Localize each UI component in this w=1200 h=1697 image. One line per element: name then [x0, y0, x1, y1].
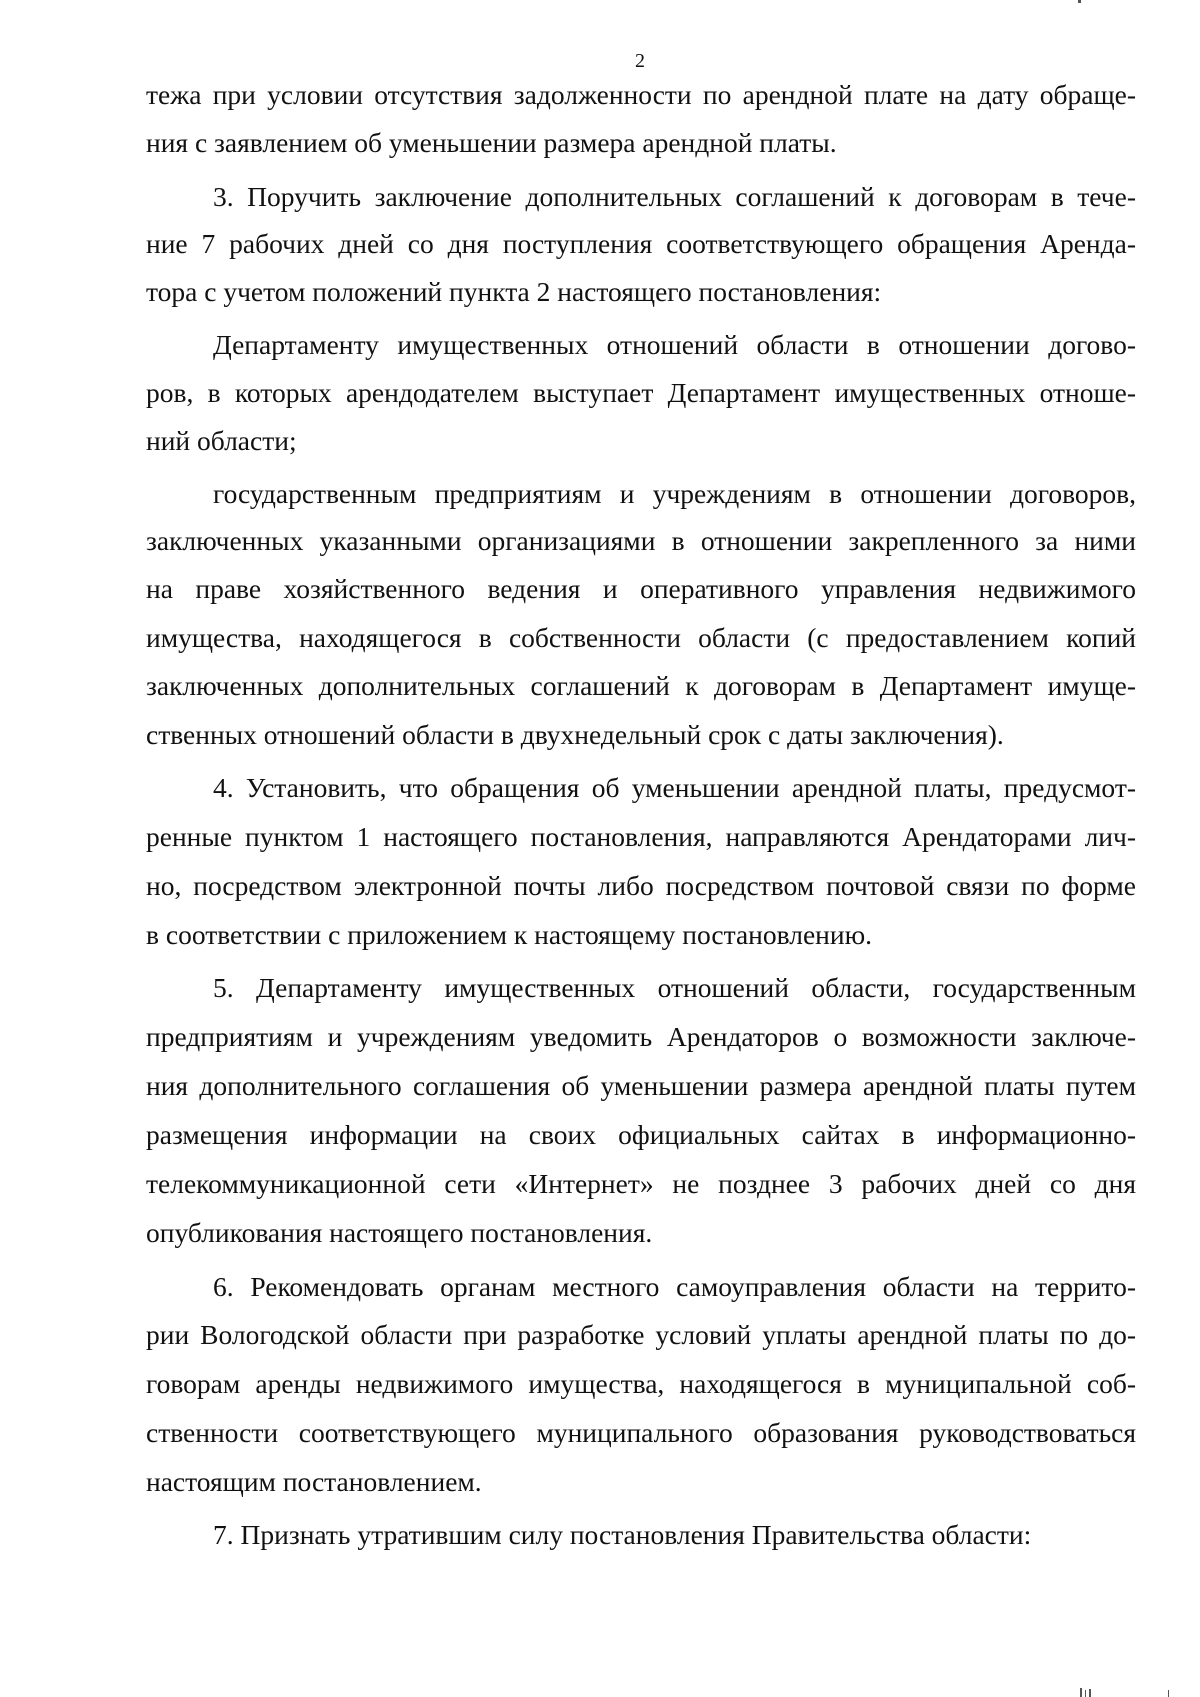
text-line: 7. Признать утратившим силу постановления Правительства области: — [213, 1519, 1032, 1550]
text-line: 5. Департаменту имущественных отношений области, государственным — [213, 972, 1136, 1003]
text-line: ственности соответствующего муниципального образования руководствоваться — [146, 1417, 1136, 1448]
text-line: говорам аренды недвижимого имущества, находящегося в муниципальной соб- — [146, 1368, 1136, 1399]
text-line: тежа при условии отсутствия задолженности по арендной плате на дату обраще- — [146, 79, 1136, 110]
text-line: опубликования настоящего постановления. — [146, 1217, 653, 1248]
text-line: ственных отношений области в двухнедельный срок с даты заключения). — [146, 719, 1004, 750]
page-number: 2 — [635, 50, 645, 72]
text-line: ний области; — [146, 425, 297, 456]
text-line: размещения информации на своих официальных сайтах в информационно- — [146, 1119, 1136, 1150]
text-line: ния с заявлением об уменьшении размера арендной платы. — [146, 127, 837, 158]
scan-artifact — [1089, 1689, 1091, 1697]
text-line: ния дополнительного соглашения об уменьшении размера арендной платы путем — [146, 1070, 1136, 1101]
text-line: телекоммуникационной сети «Интернет» не позднее 3 рабочих дней со дня — [146, 1168, 1136, 1199]
text-line: ренные пунктом 1 настоящего постановления, направляются Арендаторами лич- — [146, 821, 1136, 852]
text-line: ние 7 рабочих дней со дня поступления соответствующего обращения Аренда- — [146, 228, 1136, 259]
scan-artifact — [1168, 1690, 1169, 1697]
text-line: 3. Поручить заключение дополнительных соглашений к договорам в тече- — [213, 181, 1136, 212]
text-line: государственным предприятиям и учреждениям в отношении договоров, — [213, 478, 1136, 509]
scan-artifact — [1078, 0, 1081, 3]
text-line: ров, в которых арендодателем выступает Департамент имущественных отноше- — [146, 377, 1136, 408]
text-line: тора с учетом положений пункта 2 настоящего постановления: — [146, 276, 882, 307]
text-line: на праве хозяйственного ведения и оперативного управления недвижимого — [146, 573, 1136, 604]
text-line: предприятиям и учреждениям уведомить Арендаторов о возможности заключе- — [146, 1021, 1136, 1052]
text-line: Департаменту имущественных отношений области в отношении догово- — [213, 329, 1136, 360]
text-line: имущества, находящегося в собственности области (с предоставлением копий — [146, 622, 1136, 653]
text-line: настоящим постановлением. — [146, 1466, 482, 1497]
text-line: заключенных дополнительных соглашений к договорам в Департамент имуще- — [146, 670, 1136, 701]
text-line: 4. Установить, что обращения об уменьшении арендной платы, предусмот- — [213, 772, 1136, 803]
scan-artifact — [1080, 1688, 1082, 1697]
text-line: но, посредством электронной почты либо посредством почтовой связи по форме — [146, 870, 1136, 901]
text-line: 6. Рекомендовать органам местного самоуправления области на террито- — [213, 1271, 1136, 1302]
text-line: в соответствии с приложением к настоящему постановлению. — [146, 919, 873, 950]
text-line: заключенных указанными организациями в отношении закрепленного за ними — [146, 525, 1136, 556]
scan-artifact — [1085, 1690, 1086, 1697]
text-line: рии Вологодской области при разработке условий уплаты арендной платы по до- — [146, 1319, 1136, 1350]
